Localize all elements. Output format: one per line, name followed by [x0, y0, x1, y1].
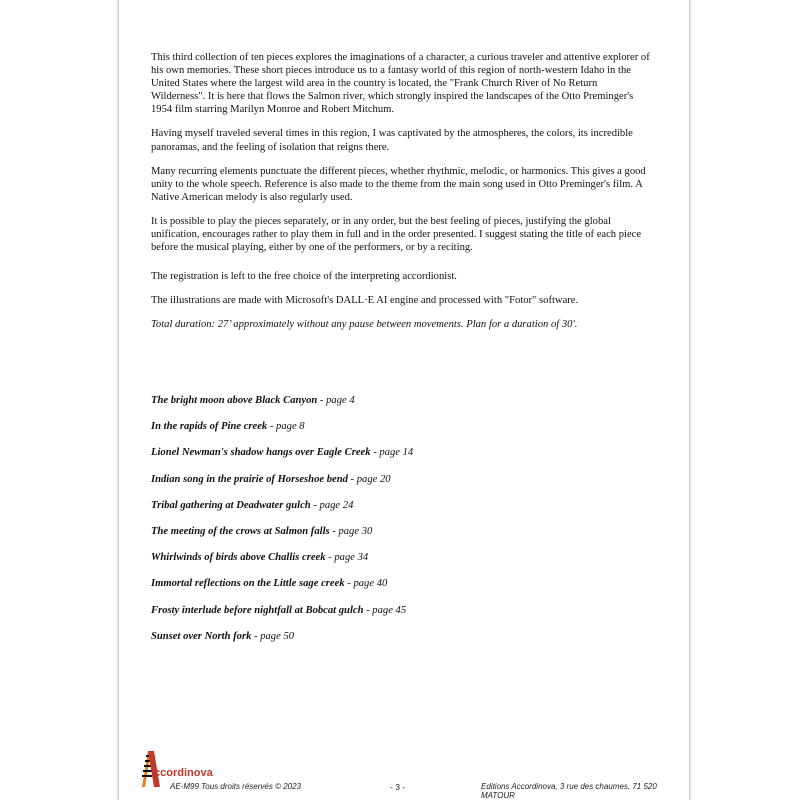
toc-item — [151, 473, 651, 499]
intro-paragraph-1: This third collection of ten pieces explores the imaginations of a character, a curious traveler and attentive explorer of his own memories. These short pieces introduce us to a fantasy world of this region of north-western Idaho in the United States where the largest wild area in the country is located, the "Frank Church River of No Return Wilderness". It is here that flows the Salmon river, which strongly inspired the landscapes of the Otto Preminger's 1954 film starring Marilyn Monroe and Robert Mitchum. — [151, 52, 650, 116]
toc-item — [151, 551, 651, 577]
intro-paragraph-3: Many recurring elements punctuate the different pieces, whether rhythmic, melodic, or harmonics. This gives a good unity to the whole speech. Reference is also made to the theme from the main song used in Otto Preminger's film. A Native American melody is also regularly used. — [151, 165, 646, 203]
toc-item — [151, 525, 651, 551]
toc-title: Indian song in the prairie of Horseshoe bend — [151, 473, 348, 485]
page-number: - 3 - — [390, 782, 406, 792]
toc-title: The bright moon above Black Canyon — [151, 395, 318, 406]
toc-page: - page 24 — [310, 499, 354, 511]
intro-paragraph-4: It is possible to play the pieces separately, or in any order, but the best feeling of pieces, justifying the global unification, encourages rather to play them in full and in the order presented. I suggest stating the title of each piece before the musical playing, either by one of the performers, or by a reciting. — [151, 215, 642, 254]
table-of-contents — [151, 394, 651, 656]
intro-paragraph-5: The registration is left to the free choice of the interpreting accordionist. — [151, 271, 457, 283]
total-duration: Total duration: 27’ approximately without any pause between movements. Plan for a duration of 30'. — [151, 319, 578, 331]
toc-item — [151, 446, 651, 472]
toc-item — [151, 630, 651, 656]
toc-title: Immortal reflections on the Little sage creek — [151, 578, 345, 590]
footer-publisher: Editions Accordinova, 3 rue des chaumes, 71 520 MATOUR — [481, 782, 657, 800]
toc-page: - page 34 — [325, 552, 369, 564]
toc-page: - page 20 — [347, 473, 391, 485]
toc-page: - page 30 — [329, 525, 373, 537]
toc-page: - page 4 — [317, 395, 355, 406]
toc-title: Frosty interlude before nightfall at Bobcat gulch — [151, 604, 364, 616]
toc-page: - page 8 — [267, 421, 305, 433]
toc-page: - page 45 — [363, 604, 407, 616]
intro-text — [151, 51, 651, 343]
intro-paragraph-6: The illustrations are made with Microsoft's DALL·E AI engine and processed with "Fotor" software. — [151, 295, 579, 307]
toc-page: - page 50 — [251, 630, 295, 642]
logo-text: ccordinova — [154, 767, 213, 779]
footer-copyright: AE-M99 Tous droits réservés © 2023 — [170, 782, 301, 791]
toc-item — [151, 499, 651, 525]
toc-title: In the rapids of Pine creek — [151, 421, 268, 433]
toc-title: The meeting of the crows at Salmon falls — [151, 525, 330, 537]
toc-item — [151, 420, 651, 446]
toc-page: - page 14 — [370, 447, 414, 459]
toc-title: Tribal gathering at Deadwater gulch — [151, 499, 311, 511]
toc-title: Sunset over North fork — [151, 630, 252, 642]
page-footer — [140, 745, 680, 800]
toc-item — [151, 604, 651, 630]
toc-title: Whirlwinds of birds above Challis creek — [151, 552, 326, 564]
intro-paragraph-2: Having myself traveled several times in this region, I was captivated by the atmospheres, the colors, its incredible panoramas, and the feeling of isolation that reigns there. — [151, 128, 633, 153]
toc-title: Lionel Newman's shadow hangs over Eagle Creek — [151, 447, 371, 459]
toc-page: - page 40 — [344, 578, 388, 590]
toc-item — [151, 394, 651, 420]
toc-item — [151, 577, 651, 603]
